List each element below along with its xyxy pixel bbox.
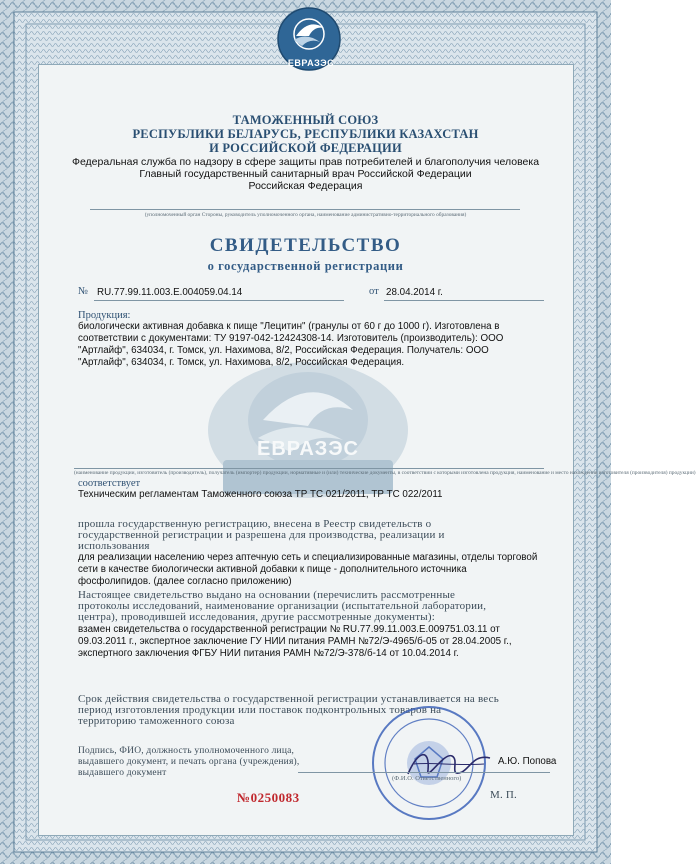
certificate-subtitle: о государственной регистрации — [207, 259, 404, 273]
agency-line-2: Главный государственный санитарный врач Российской Федерации — [139, 168, 472, 180]
date-underline — [384, 300, 544, 301]
basis-text: центра), проводившей исследования, другие рассмотренные документы): — [78, 611, 435, 623]
union-line-2: РЕСПУБЛИКИ БЕЛАРУСЬ, РЕСПУБЛИКИ КАЗАХСТАН — [132, 127, 479, 141]
product-underline — [74, 468, 544, 469]
basis-text: Настоящее свидетельство выдано на основании (перечислить рассмотренные — [78, 589, 456, 601]
signatory-name: А.Ю. Попова — [498, 756, 557, 767]
watermark-label: ЕВРАЗЭС — [256, 438, 359, 460]
compliance-label: соответствует — [78, 478, 141, 489]
issue-date: 28.04.2014 г. — [386, 287, 443, 298]
basis-value: 09.03.2011 г., экспертное заключение ГУ НИИ питания РАМН №72/Э-4965/б-05 от 28.04.2005 г., — [78, 636, 512, 647]
product-line: "Артлайф", 634034, г. Томск, ул. Нахимова, 8/2, Российская Федерация. — [78, 357, 405, 368]
validity-text: период изготовления продукции или поставок подконтрольных товаров на — [78, 704, 442, 716]
agency-line-1: Федеральная служба по надзору в сфере защиты прав потребителей и благополучия человека — [71, 156, 540, 168]
signature-caption: выдавшего документ — [78, 768, 167, 778]
number-label: № — [78, 286, 89, 297]
registration-text: прошла государственную регистрацию, внесена в Реестр свидетельств о — [78, 518, 432, 530]
agency-line-3: Российская Федерация — [248, 180, 363, 192]
signature-underline — [298, 772, 550, 773]
basis-value: экспертного заключения ФГБУ НИИ питания РАМН №72/Э-378/б-14 от 10.04.2014 г. — [78, 648, 459, 659]
registration-text: государственной регистрации и разрешена для производства, реализации и — [78, 529, 445, 541]
product-line: соответствии с документами: ТУ 9197-042-12424308-14. Изготовитель (производитель): ООО — [78, 333, 504, 344]
registration-number: RU.77.99.11.003.Е.004059.04.14 — [97, 287, 243, 298]
validity-text: территорию таможенного союза — [78, 715, 235, 727]
basis-text: протоколы исследований, наименование организации (испытательной лаборатории, — [78, 600, 487, 612]
signatory-caption: (Ф.И.О. Ответственного) — [392, 775, 462, 782]
compliance-value: Техническим регламентам Таможенного союза ТР ТС 021/2011, ТР ТС 022/2011 — [78, 489, 443, 500]
product-line: "Артлайф", 634034, г. Томск, ул. Нахимова, 8/2, Российская Федерация. Получатель: ООО — [78, 345, 489, 356]
serial-number: №0250083 — [237, 790, 300, 805]
watermark-emblem-icon — [203, 360, 413, 510]
basis-value: взамен свидетельства о государственной регистрации № RU.77.99.11.003.Е.009751.03.11 от — [78, 624, 500, 635]
number-underline — [94, 300, 344, 301]
seal-place-label: М. П. — [490, 789, 517, 801]
union-line-1: ТАМОЖЕННЫЙ СОЮЗ — [232, 113, 379, 127]
certificate-title: СВИДЕТЕЛЬСТВО — [209, 235, 402, 256]
date-label: от — [369, 286, 379, 297]
registration-text: использования — [78, 540, 150, 552]
signature-caption: Подпись, ФИО, должность уполномоченного лица, — [78, 746, 295, 756]
authority-underline — [90, 209, 520, 210]
validity-text: Срок действия свидетельства о государственной регистрации устанавливается на весь — [78, 693, 499, 705]
signature-caption: выдавшего документ, и печать органа (учреждения), — [78, 757, 300, 767]
registration-value: для реализации населению через аптечную сеть и специализированные магазины, отделы торговой — [78, 552, 538, 563]
registration-value: фосфолипидов. (далее согласно приложению) — [78, 576, 292, 587]
product-label: Продукция: — [78, 310, 131, 321]
emblem-label: ЕВРАЗЭС — [287, 58, 335, 68]
authority-caption: (уполномоченный орган Стороны, руководитель уполномоченного органа, наименование административно-территориального образования) — [144, 212, 467, 218]
registration-value: сети в качестве биологически активной добавки к пище - дополнительного источника — [78, 564, 467, 575]
union-line-3: И РОССИЙСКОЙ ФЕДЕРАЦИИ — [209, 141, 402, 155]
product-line: биологически активная добавка к пище "Лецитин" (гранулы от 60 г до 1000 г). Изготовлена в — [78, 321, 500, 332]
product-caption: (наименование продукции, изготовитель (производитель), получатель (импортер) продукции, нормативные и (или) технические документы, в соответствии с которыми изготовлена продукция, наименование и место нахождения изготовителя (производителя) продукции) — [74, 470, 696, 476]
